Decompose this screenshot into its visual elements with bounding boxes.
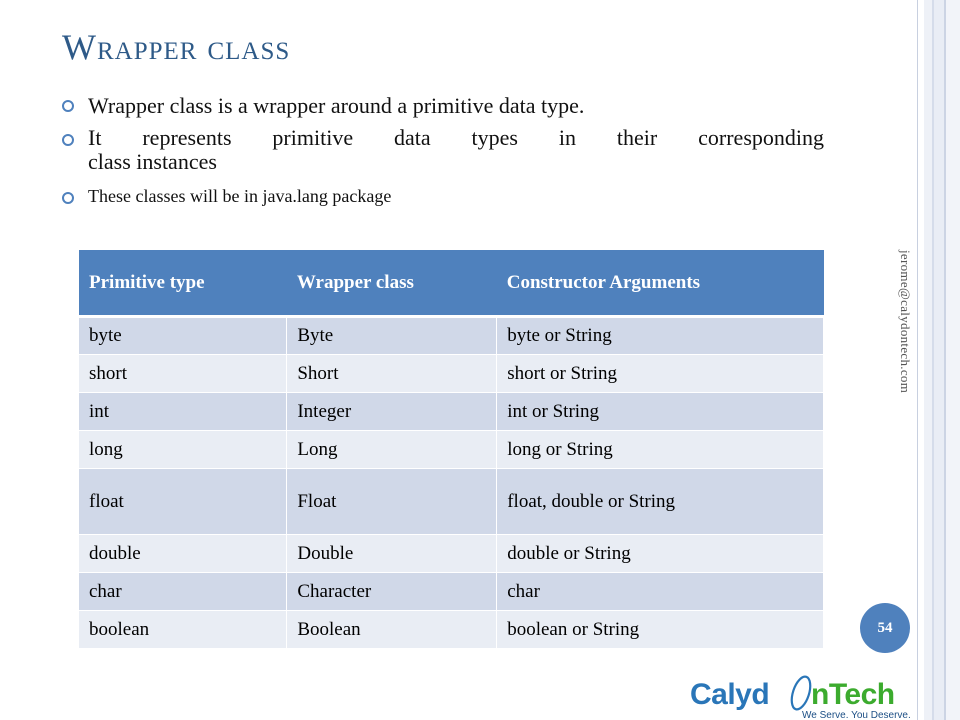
table-cell: short or String — [497, 355, 824, 393]
calydontech-logo — [690, 674, 922, 720]
bullet-icon — [62, 192, 74, 204]
column-header-constructor-arguments: Constructor Arguments — [497, 250, 824, 317]
table-cell: Integer — [287, 393, 497, 431]
side-email-text: jerome@calydontech.com — [898, 250, 913, 394]
table-row — [79, 469, 824, 535]
page-number: 54 — [877, 619, 893, 636]
table-row — [79, 573, 824, 611]
table-cell: Byte — [287, 317, 497, 355]
table-cell: char — [497, 573, 824, 611]
table-cell: Double — [287, 535, 497, 573]
edge-line — [917, 0, 918, 720]
bullet-text: Wrapper class is a wrapper around a primitive data type. — [88, 93, 585, 118]
table-row — [79, 393, 824, 431]
column-header-wrapper-class: Wrapper class — [287, 250, 497, 317]
table-cell: long — [79, 431, 287, 469]
bullet-text: These classes will be in java.lang package — [88, 186, 392, 206]
table-cell: boolean — [79, 611, 287, 649]
table-cell: char — [79, 573, 287, 611]
table-row — [79, 611, 824, 649]
svg-text:We Serve. You Deserve.: We Serve. You Deserve. — [802, 710, 911, 720]
table-cell: double — [79, 535, 287, 573]
table-row — [79, 317, 824, 355]
bullet-list — [62, 92, 824, 208]
table-cell: short — [79, 355, 287, 393]
table-cell: double or String — [497, 535, 824, 573]
page-number-badge — [860, 603, 910, 653]
bullet-item — [62, 126, 824, 174]
bullet-item — [62, 92, 824, 120]
table-cell: float, double or String — [497, 469, 824, 535]
bullet-icon — [62, 134, 74, 146]
table-cell: Short — [287, 355, 497, 393]
bullet-item — [62, 184, 824, 208]
table-row — [79, 535, 824, 573]
table-cell: int or String — [497, 393, 824, 431]
slide-title: Wrapper class — [62, 27, 291, 67]
table-cell: Float — [287, 469, 497, 535]
bullet-text-line1: It represents primitive data types in their corresponding — [88, 125, 824, 150]
table-cell: Boolean — [287, 611, 497, 649]
table-cell: int — [79, 393, 287, 431]
table-cell: boolean or String — [497, 611, 824, 649]
table-cell: byte or String — [497, 317, 824, 355]
table-cell: byte — [79, 317, 287, 355]
table-cell: Character — [287, 573, 497, 611]
wrapper-class-table — [79, 250, 824, 649]
table-header-row — [79, 250, 824, 317]
table-row — [79, 355, 824, 393]
column-header-primitive-type: Primitive type — [79, 250, 287, 317]
table-cell: Long — [287, 431, 497, 469]
bullet-icon — [62, 100, 74, 112]
table-cell: long or String — [497, 431, 824, 469]
edge-band — [924, 0, 960, 720]
table-row — [79, 431, 824, 469]
bullet-text-line2: class instances — [88, 149, 217, 174]
svg-text:nTech: nTech — [811, 678, 895, 711]
svg-text:Calyd: Calyd — [690, 678, 770, 711]
table-cell: float — [79, 469, 287, 535]
